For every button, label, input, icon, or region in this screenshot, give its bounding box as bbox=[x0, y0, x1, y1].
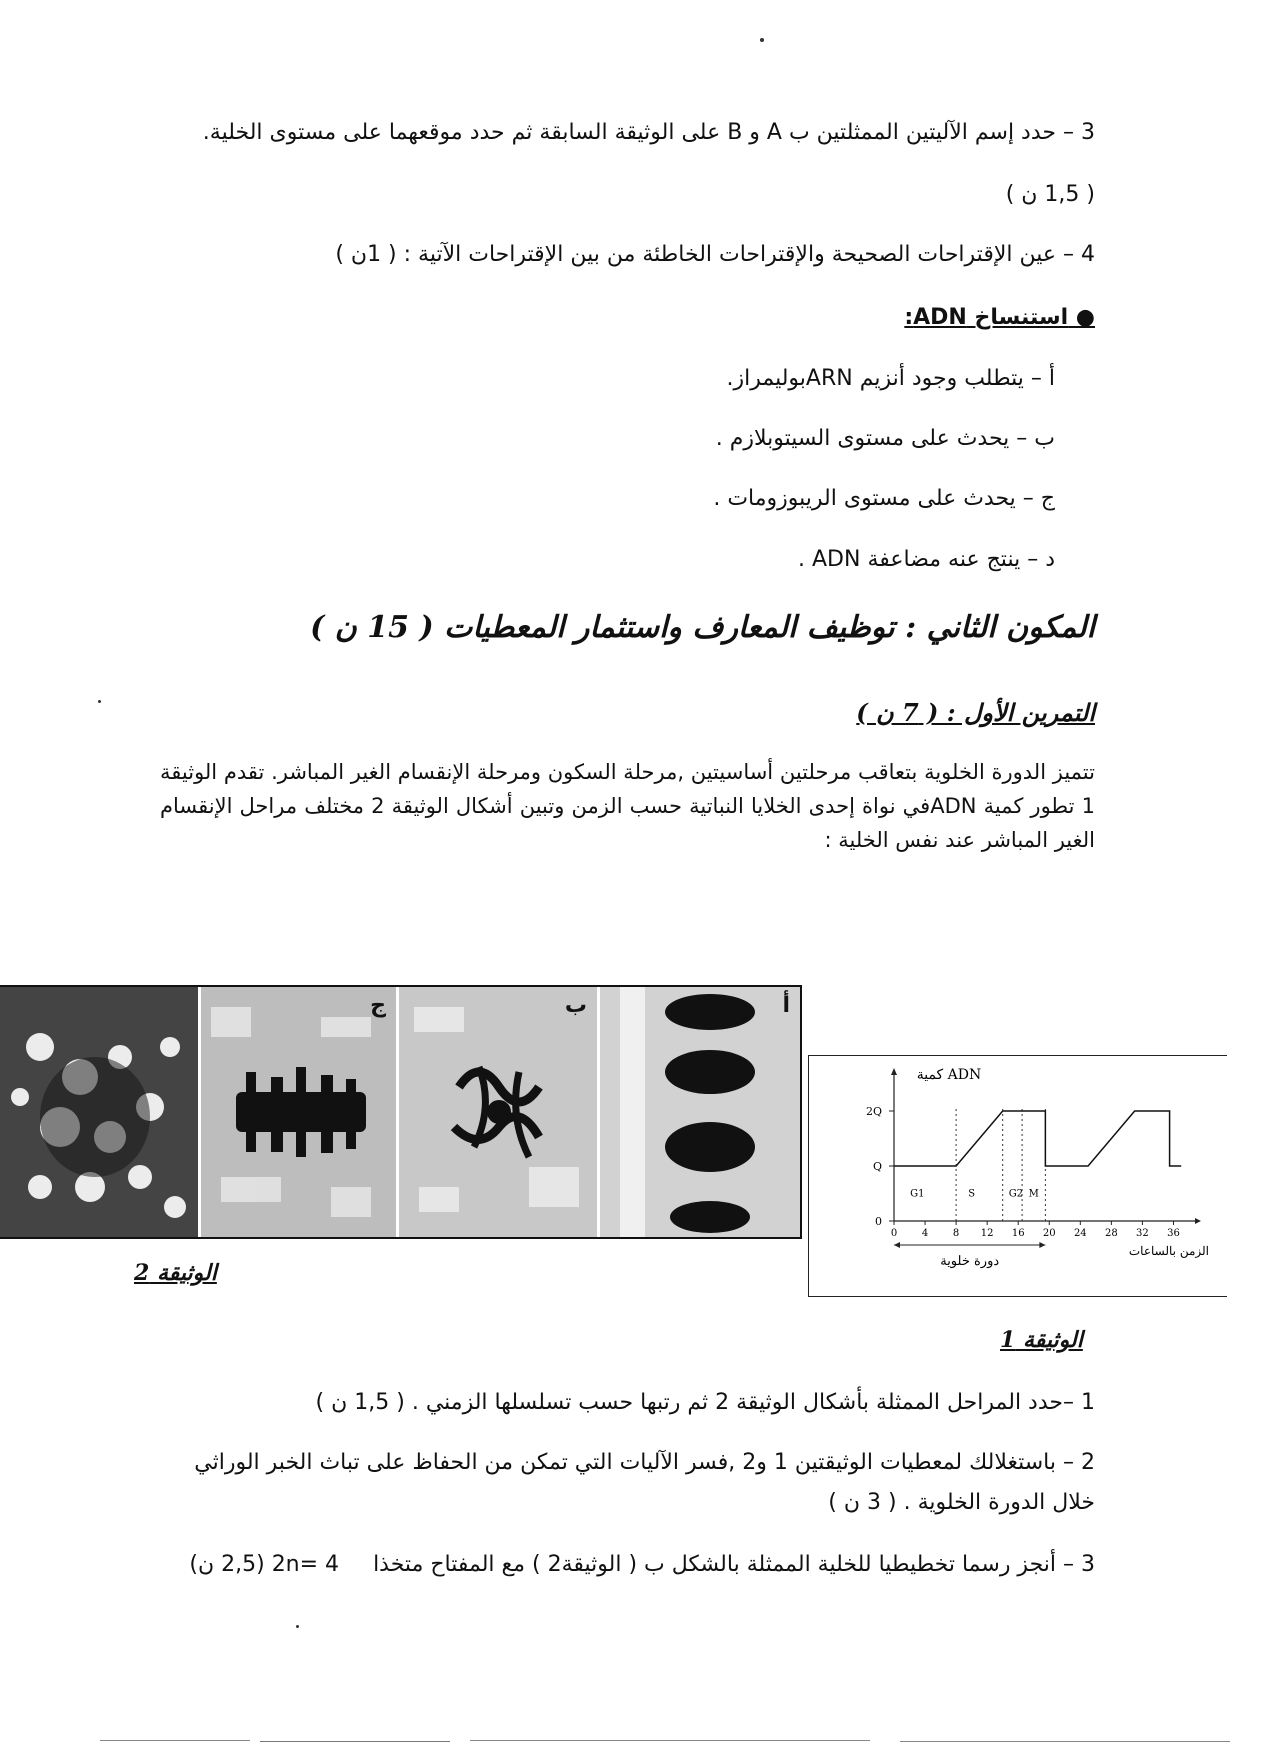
x-tick-label: 16 bbox=[1011, 1228, 1025, 1239]
question-2-line-1: 2 – باستغلالك لمعطيات الوثيقتين 1 و2 ,فسر الآليات التي تمكن من الحفاظ على تباث الخبر الوراثي bbox=[194, 1450, 1095, 1475]
exercise-intro: تتميز الدورة الخلوية بتعاقب مرحلتين أساسيتين ,مرحلة السكون ومرحلة الإنقسام الغير المباشر. تقدم الوثيقة 1 تطور كمية ADNفي نواة إحدى الخلايا النباتية حسب الزمن وتبين أشكال الوثيقة 2 مختلف مراحل الإنقسام الغير المباشر عند نفس الخلية : bbox=[160, 760, 1095, 852]
y-tick-label: 2Q bbox=[865, 1105, 882, 1118]
micrograph-c bbox=[201, 987, 396, 1237]
scan-speck bbox=[296, 1625, 299, 1628]
phase-label: G2 bbox=[1008, 1188, 1024, 1200]
option-c: ج – يحدث على مستوى الريبوزومات . bbox=[713, 486, 1055, 511]
x-tick-label: 20 bbox=[1042, 1228, 1056, 1239]
x-tick-label: 32 bbox=[1136, 1228, 1149, 1239]
question-3-text: 3 – حدد إسم الآليتين الممثلتين ب A و B على الوثيقة السابقة ثم حدد موقعهما على مستوى الخلية. bbox=[202, 120, 1095, 145]
y-axis-label: كمية ADN bbox=[916, 1067, 982, 1083]
question-3-points: (2,5 ن) bbox=[189, 1552, 265, 1577]
bullet-title-text: استنساخ ADN: bbox=[904, 305, 1069, 330]
x-tick-label: 24 bbox=[1073, 1228, 1087, 1239]
x-tick-label: 0 bbox=[890, 1228, 898, 1239]
section-2-heading: المكون الثاني : توظيف المعارف واستثمار المعطيات ( 15 ن ) bbox=[310, 610, 1095, 645]
footer-line bbox=[470, 1740, 870, 1741]
phase-label: G1 bbox=[910, 1188, 925, 1200]
option-d: د – ينتج عنه مضاعفة ADN . bbox=[798, 547, 1055, 572]
scan-speck bbox=[760, 38, 764, 42]
cycle-bracket-arrow bbox=[1039, 1242, 1045, 1248]
document-1-graph bbox=[808, 1055, 1227, 1297]
document-1-caption: الوثيقة 1 bbox=[1000, 1327, 1083, 1353]
question-3-main: 3 – أنجز رسما تخطيطيا للخلية الممثلة بالشكل ب ( الوثيقة2 ) مع المفتاح متخذا bbox=[373, 1552, 1095, 1577]
micrograph-b bbox=[399, 987, 597, 1237]
footer-line bbox=[260, 1741, 450, 1742]
question-3-formula: 2n= 4 bbox=[271, 1552, 340, 1577]
x-tick-label: 28 bbox=[1105, 1228, 1118, 1239]
bullet-dot: ● bbox=[1068, 305, 1095, 330]
option-a: أ – يتطلب وجود أنزيم ARNبوليمراز. bbox=[726, 366, 1055, 391]
micrograph-c-image bbox=[201, 987, 396, 1237]
footer-line bbox=[900, 1741, 1230, 1742]
micrograph-b-image bbox=[399, 987, 597, 1237]
cycle-bracket-arrow bbox=[894, 1242, 900, 1248]
y-axis-arrow bbox=[891, 1068, 897, 1075]
question-2-line-2: خلال الدورة الخلوية . ( 3 ن ) bbox=[828, 1490, 1095, 1515]
micrograph-a bbox=[600, 987, 800, 1237]
document-2-caption: الوثيقة 2 bbox=[134, 1260, 217, 1286]
option-b: ب – يحدث على مستوى السيتوبلازم . bbox=[715, 426, 1055, 451]
y-tick-label: 0 bbox=[875, 1215, 882, 1228]
x-tick-label: 36 bbox=[1167, 1228, 1180, 1239]
y-tick-label: Q bbox=[872, 1160, 882, 1173]
question-4-text: 4 – عين الإقتراحات الصحيحة والإقتراحات الخاطئة من بين الإقتراحات الآتية : ( 1ن ) bbox=[335, 242, 1095, 267]
x-tick-label: 12 bbox=[980, 1228, 994, 1239]
exercise-1-title: التمرين الأول : ( 7 ن ) bbox=[856, 698, 1095, 727]
question-1: 1 –حدد المراحل الممثلة بأشكال الوثيقة 2 ثم رتبها حسب تسلسلها الزمني . ( 1,5 ن ) bbox=[315, 1390, 1095, 1415]
x-tick-label: 4 bbox=[921, 1228, 929, 1239]
phase-label: M bbox=[1028, 1188, 1039, 1200]
micrograph-b-label: ب bbox=[564, 993, 587, 1018]
adn-chart bbox=[809, 1056, 1227, 1296]
question-3-line bbox=[189, 1550, 1095, 1580]
cycle-label: دورة خلوية bbox=[940, 1254, 1000, 1269]
micrograph-a-image bbox=[600, 987, 800, 1237]
phase-label: S bbox=[968, 1188, 976, 1200]
micrograph-d-image bbox=[0, 987, 198, 1237]
micrograph-a-label: أ bbox=[782, 993, 790, 1018]
x-axis-arrow bbox=[1195, 1218, 1201, 1224]
x-tick-label: 8 bbox=[952, 1228, 960, 1239]
question-3-points: ( 1,5 ن ) bbox=[1005, 182, 1095, 207]
micrograph-d bbox=[0, 987, 198, 1237]
adn-curve bbox=[894, 1111, 1181, 1166]
footer-line bbox=[100, 1740, 250, 1741]
document-2-figure bbox=[0, 985, 802, 1239]
bullet-title bbox=[904, 303, 1095, 333]
scan-speck bbox=[98, 700, 101, 703]
micrograph-c-label: ج bbox=[370, 993, 386, 1018]
x-axis-label: الزمن بالساعات bbox=[1128, 1244, 1209, 1258]
